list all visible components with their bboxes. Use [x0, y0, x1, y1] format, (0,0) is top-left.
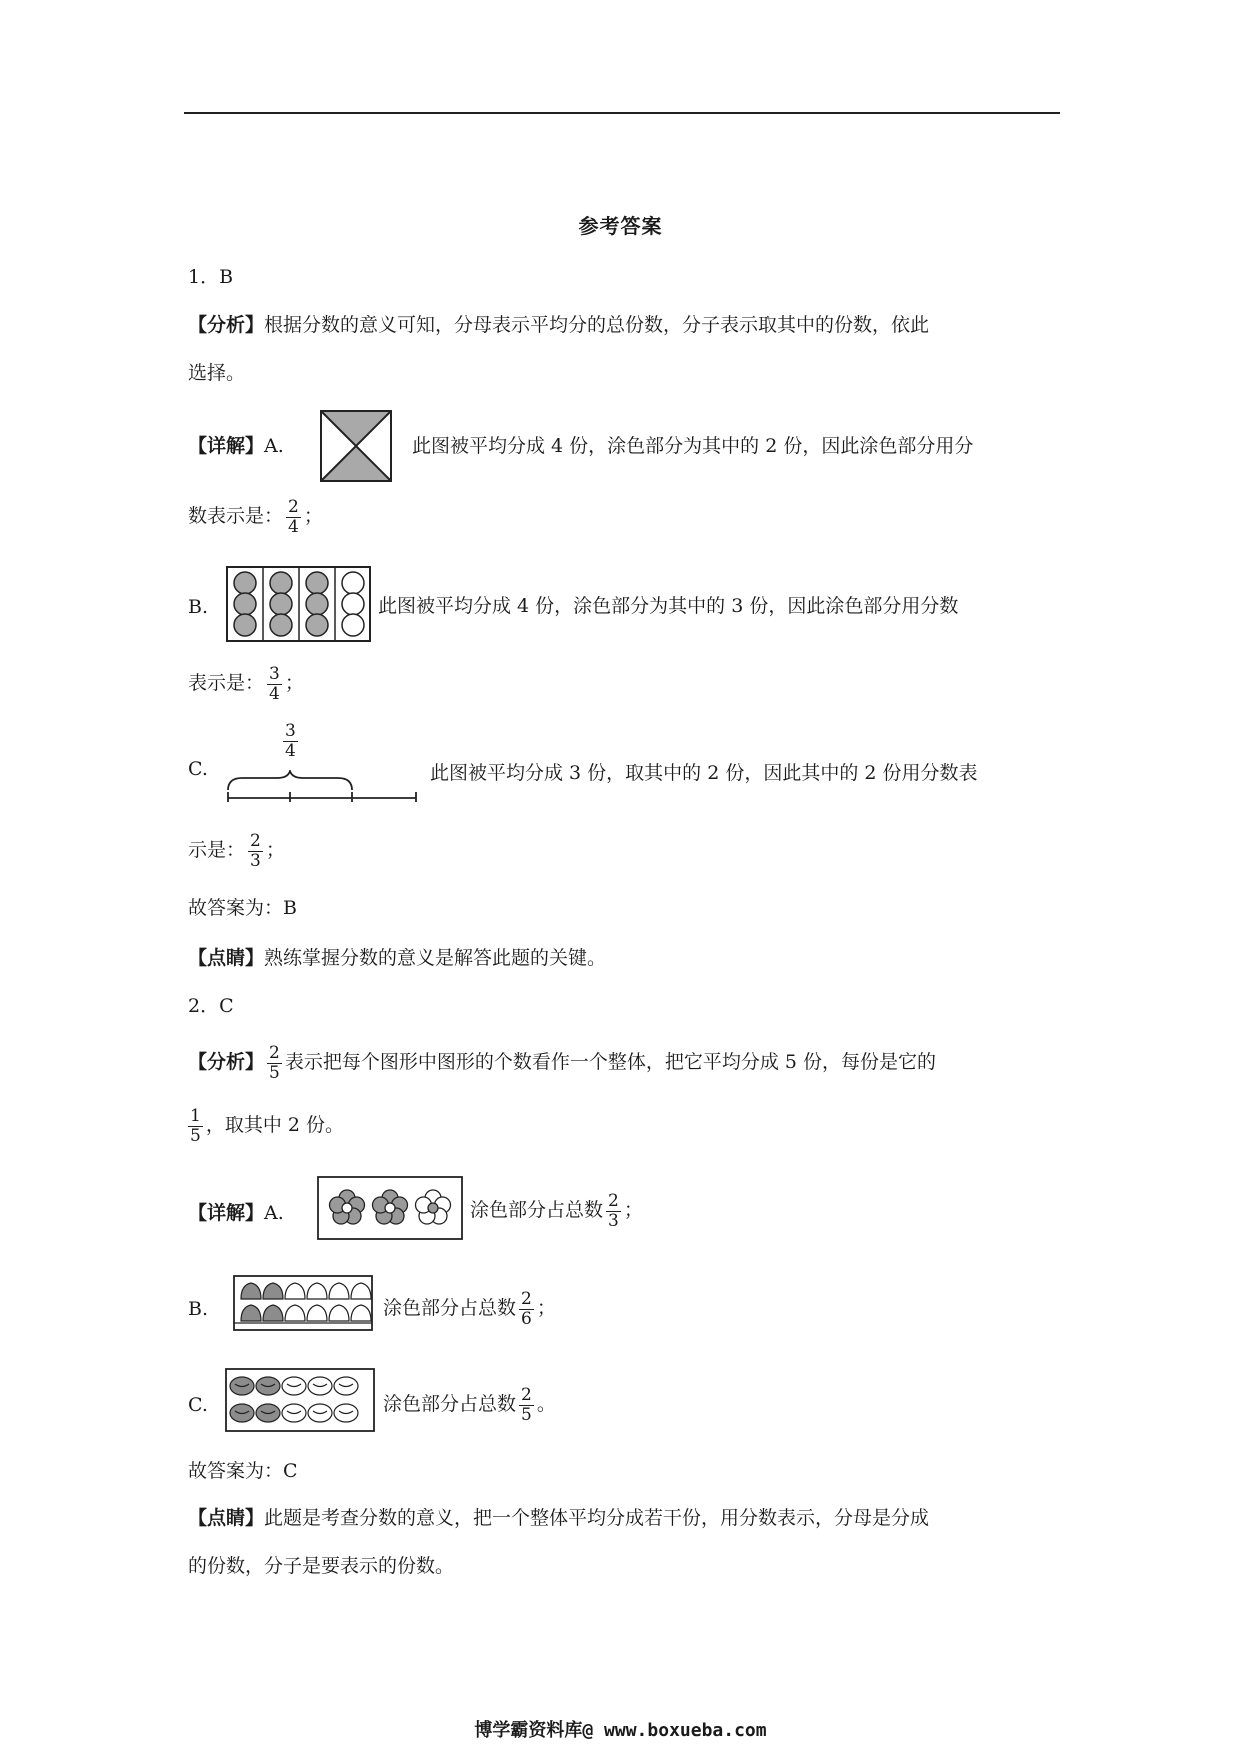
- q1-c-cont: [188, 832, 285, 870]
- numerator: 3: [269, 664, 280, 684]
- punct: ；: [536, 1297, 556, 1320]
- analysis-tag: 【分析】: [188, 1051, 265, 1074]
- q1-c-label: C.: [188, 758, 208, 780]
- punct: ；: [284, 672, 304, 695]
- option-label: A.: [264, 1202, 284, 1224]
- denominator: 4: [269, 683, 280, 704]
- numerator: 2: [521, 1289, 532, 1309]
- q2-number: 2．C: [188, 995, 234, 1017]
- tip-tag: 【点睛】: [188, 1507, 265, 1529]
- detail-text: 涂色部分占总数: [470, 1199, 604, 1222]
- numerator: 2: [250, 831, 261, 851]
- fraction: [606, 1192, 621, 1230]
- q2-a-text: [470, 1192, 643, 1230]
- fraction: [248, 832, 263, 870]
- denominator: 5: [521, 1404, 532, 1425]
- q2-c-label: C.: [188, 1394, 208, 1416]
- detail-tag: 【详解】: [188, 1202, 265, 1224]
- denominator: 3: [250, 850, 261, 871]
- peaches-figure: [233, 1275, 373, 1331]
- fraction: [519, 1290, 534, 1328]
- fraction: [267, 1044, 282, 1082]
- q2-analysis-cont: [188, 1107, 344, 1145]
- q1-a-text: 此图被平均分成 4 份，涂色部分为其中的 2 份，因此涂色部分用分: [412, 435, 974, 457]
- q2-c-text: [383, 1386, 556, 1424]
- numerator: 3: [285, 721, 296, 741]
- denominator: 4: [288, 516, 299, 537]
- tip-text: 此题是考查分数的意义，把一个整体平均分成若干份，用分数表示，分母是分成: [264, 1507, 930, 1529]
- q1-b-label: B.: [188, 596, 209, 618]
- punct: ；: [623, 1199, 643, 1222]
- denominator: 6: [521, 1308, 532, 1329]
- q1-c-text: 此图被平均分成 3 份，取其中的 2 份，因此其中的 2 份用分数表: [430, 762, 978, 784]
- shrimps-figure: [225, 1368, 375, 1432]
- q1-b-text: 此图被平均分成 4 份，涂色部分为其中的 3 份，因此涂色部分用分数: [378, 595, 959, 617]
- q2-tip-cont: 的份数，分子是要表示的份数。: [188, 1555, 455, 1577]
- q2-tip: [188, 1503, 929, 1530]
- flowers-figure: [317, 1176, 463, 1240]
- q2-answer: 故答案为：C: [188, 1460, 298, 1482]
- q1-analysis: [188, 310, 929, 337]
- footer-watermark: [0, 1716, 1241, 1742]
- punct: ；: [265, 839, 285, 862]
- detail-text: 涂色部分占总数: [383, 1297, 517, 1320]
- q1-a-cont: [188, 498, 323, 536]
- fraction: [188, 1107, 203, 1145]
- analysis-tag: 【分析】: [188, 314, 265, 336]
- tip-tag: 【点睛】: [188, 947, 265, 969]
- q1-b-cont: [188, 665, 304, 703]
- q1-detail-a: [188, 431, 284, 458]
- analysis-text: 表示把每个图形中图形的个数看作一个整体，把它平均分成 5 份，每份是它的: [284, 1051, 937, 1074]
- square-diagonals-figure: [320, 410, 392, 482]
- q1-tip: [188, 943, 606, 970]
- denominator: 3: [608, 1210, 619, 1231]
- footer-url: @ www.boxueba.com: [582, 1720, 767, 1741]
- denominator: 5: [269, 1062, 280, 1083]
- analysis-text: 根据分数的意义可知，分母表示平均分的总份数，分子表示取其中的份数，依此: [264, 314, 930, 336]
- analysis-text: ，取其中 2 份。: [205, 1114, 344, 1137]
- detail-tag: 【详解】: [188, 435, 265, 457]
- cont-text: 示是：: [188, 839, 246, 862]
- q2-b-text: [383, 1290, 556, 1328]
- q1-answer: 故答案为：B: [188, 897, 297, 919]
- q1-analysis-cont: 选择。: [188, 362, 246, 384]
- q2-analysis: [188, 1044, 936, 1082]
- cont-text: 数表示是：: [188, 505, 284, 528]
- page-title: 参考答案: [578, 214, 663, 238]
- numerator: 1: [190, 1106, 201, 1126]
- brace-segment-figure: [222, 770, 422, 806]
- cont-text: 表示是：: [188, 672, 265, 695]
- denominator: 5: [190, 1125, 201, 1146]
- q2-b-label: B.: [188, 1298, 209, 1320]
- numerator: 2: [288, 497, 299, 517]
- tip-text: 熟练掌握分数的意义是解答此题的关键。: [264, 947, 607, 969]
- fraction: [267, 665, 282, 703]
- denominator: 4: [285, 740, 296, 761]
- numerator: 2: [608, 1191, 619, 1211]
- q2-detail-a: [188, 1198, 284, 1225]
- fraction: [519, 1386, 534, 1424]
- footer-cn: 博学霸资料库: [474, 1720, 583, 1741]
- q1-number: 1．B: [188, 266, 234, 288]
- numerator: 2: [521, 1385, 532, 1405]
- detail-text: 涂色部分占总数: [383, 1393, 517, 1416]
- fraction: [286, 498, 301, 536]
- brace-fraction: [283, 722, 298, 760]
- punct: 。: [536, 1393, 556, 1416]
- option-label: A.: [264, 435, 284, 457]
- circles-grid-figure: [226, 566, 371, 642]
- numerator: 2: [269, 1043, 280, 1063]
- header-rule: [184, 112, 1060, 114]
- flower-icon: [330, 1190, 451, 1224]
- punct: ；: [303, 505, 323, 528]
